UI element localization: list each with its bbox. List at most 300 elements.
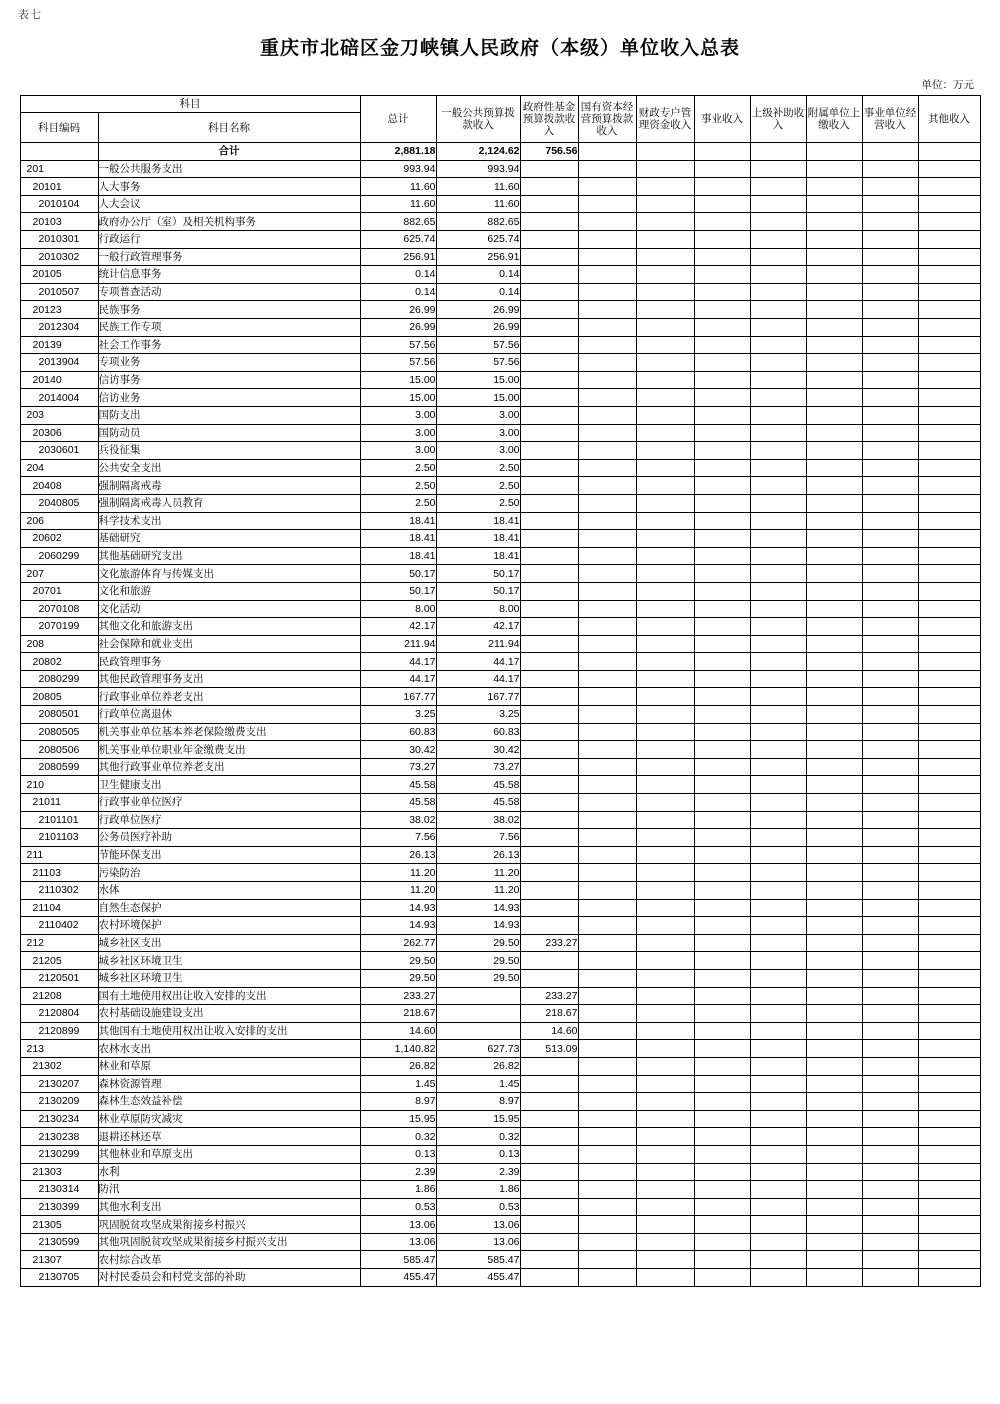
row-code: 2070108	[20, 600, 98, 618]
row-value-3	[578, 618, 636, 636]
table-row	[20, 1216, 980, 1234]
row-value-6	[750, 178, 806, 196]
row-value-4	[636, 987, 694, 1005]
row-code: 2080506	[20, 741, 98, 759]
row-name: 农林水支出	[98, 1040, 360, 1058]
row-value-8	[862, 1163, 918, 1181]
row-value-5	[694, 582, 750, 600]
row-name: 森林资源管理	[98, 1075, 360, 1093]
row-value-4	[636, 741, 694, 759]
row-value-4	[636, 653, 694, 671]
row-value-6	[750, 952, 806, 970]
row-value-6	[750, 582, 806, 600]
row-value-5	[694, 864, 750, 882]
row-value-9	[918, 688, 980, 706]
row-value-0: 15.00	[360, 371, 436, 389]
row-value-2	[520, 1145, 578, 1163]
row-value-3	[578, 283, 636, 301]
row-value-7	[806, 811, 862, 829]
row-value-5	[694, 494, 750, 512]
row-name: 其他国有土地使用权出让收入安排的支出	[98, 1022, 360, 1040]
row-value-5	[694, 530, 750, 548]
row-value-2	[520, 1216, 578, 1234]
row-value-4	[636, 582, 694, 600]
row-value-3	[578, 864, 636, 882]
row-value-8	[862, 706, 918, 724]
row-value-6	[750, 336, 806, 354]
row-value-0: 0.32	[360, 1128, 436, 1146]
row-value-0: 882.65	[360, 213, 436, 231]
row-name: 国防动员	[98, 424, 360, 442]
row-value-9	[918, 917, 980, 935]
row-code: 2101101	[20, 811, 98, 829]
row-value-8	[862, 547, 918, 565]
row-value-1: 26.13	[436, 846, 520, 864]
header-code: 科目编码	[20, 113, 98, 143]
row-value-4	[636, 283, 694, 301]
row-value-6	[750, 283, 806, 301]
row-value-0: 1.45	[360, 1075, 436, 1093]
row-value-7	[806, 354, 862, 372]
row-value-6	[750, 459, 806, 477]
row-value-2	[520, 1075, 578, 1093]
row-value-3	[578, 1110, 636, 1128]
row-value-2	[520, 248, 578, 266]
row-value-8	[862, 1233, 918, 1251]
row-value-6	[750, 160, 806, 178]
row-value-5	[694, 1128, 750, 1146]
row-value-8	[862, 301, 918, 319]
row-value-7	[806, 987, 862, 1005]
row-value-7	[806, 1128, 862, 1146]
row-code: 2130705	[20, 1269, 98, 1287]
row-value-6	[750, 1145, 806, 1163]
row-value-4	[636, 143, 694, 161]
table-row	[20, 477, 980, 495]
row-value-4	[636, 477, 694, 495]
row-value-1: 585.47	[436, 1251, 520, 1269]
row-value-4	[636, 1251, 694, 1269]
row-value-8	[862, 530, 918, 548]
row-value-1: 29.50	[436, 952, 520, 970]
row-value-0: 15.95	[360, 1110, 436, 1128]
row-name: 其他民政管理事务支出	[98, 670, 360, 688]
row-value-0: 262.77	[360, 934, 436, 952]
row-value-9	[918, 794, 980, 812]
row-value-9	[918, 582, 980, 600]
row-value-0: 625.74	[360, 231, 436, 249]
row-value-0: 26.13	[360, 846, 436, 864]
row-value-0: 50.17	[360, 582, 436, 600]
row-value-0: 14.93	[360, 899, 436, 917]
row-value-1: 3.00	[436, 424, 520, 442]
table-row	[20, 1198, 980, 1216]
row-name: 林业草原防灾减灾	[98, 1110, 360, 1128]
row-value-9	[918, 1216, 980, 1234]
row-name: 城乡社区支出	[98, 934, 360, 952]
row-value-0: 26.82	[360, 1057, 436, 1075]
table-row	[20, 301, 980, 319]
row-value-1: 3.25	[436, 706, 520, 724]
row-value-7	[806, 1198, 862, 1216]
row-value-3	[578, 389, 636, 407]
row-value-2	[520, 618, 578, 636]
row-code: 208	[20, 635, 98, 653]
row-value-1	[436, 987, 520, 1005]
row-value-2	[520, 266, 578, 284]
row-value-8	[862, 1145, 918, 1163]
row-value-9	[918, 864, 980, 882]
table-row	[20, 1075, 980, 1093]
row-value-7	[806, 1005, 862, 1023]
row-value-0: 218.67	[360, 1005, 436, 1023]
row-name: 专项业务	[98, 354, 360, 372]
row-value-3	[578, 1040, 636, 1058]
row-value-3	[578, 794, 636, 812]
row-value-5	[694, 1093, 750, 1111]
row-value-8	[862, 319, 918, 337]
row-value-6	[750, 354, 806, 372]
table-row	[20, 248, 980, 266]
row-value-6	[750, 1163, 806, 1181]
row-name: 强制隔离戒毒人员教育	[98, 494, 360, 512]
row-value-3	[578, 565, 636, 583]
row-value-4	[636, 231, 694, 249]
row-value-5	[694, 459, 750, 477]
row-value-2: 14.60	[520, 1022, 578, 1040]
row-value-5	[694, 934, 750, 952]
row-value-7	[806, 266, 862, 284]
row-value-4	[636, 354, 694, 372]
row-value-6	[750, 442, 806, 460]
row-value-2	[520, 1128, 578, 1146]
table-row	[20, 424, 980, 442]
row-value-1: 211.94	[436, 635, 520, 653]
row-code: 21208	[20, 987, 98, 1005]
row-value-8	[862, 494, 918, 512]
row-name: 统计信息事务	[98, 266, 360, 284]
row-code: 21103	[20, 864, 98, 882]
row-code: 21305	[20, 1216, 98, 1234]
row-value-5	[694, 1057, 750, 1075]
row-value-5	[694, 266, 750, 284]
row-value-7	[806, 1216, 862, 1234]
row-value-9	[918, 143, 980, 161]
row-value-8	[862, 794, 918, 812]
row-value-3	[578, 248, 636, 266]
row-value-1: 3.00	[436, 442, 520, 460]
row-value-8	[862, 899, 918, 917]
row-value-5	[694, 1005, 750, 1023]
row-value-9	[918, 442, 980, 460]
row-value-2	[520, 653, 578, 671]
row-value-3	[578, 1057, 636, 1075]
table-row	[20, 600, 980, 618]
row-value-0: 73.27	[360, 758, 436, 776]
row-value-9	[918, 846, 980, 864]
row-value-5	[694, 477, 750, 495]
header-col-0: 总计	[360, 96, 436, 143]
row-code: 2080505	[20, 723, 98, 741]
header-col-4: 财政专户管理资金收入	[636, 96, 694, 143]
row-value-8	[862, 406, 918, 424]
row-value-9	[918, 618, 980, 636]
row-value-9	[918, 776, 980, 794]
row-value-7	[806, 688, 862, 706]
table-row	[20, 143, 980, 161]
row-value-7	[806, 600, 862, 618]
row-value-1: 50.17	[436, 565, 520, 583]
row-value-9	[918, 354, 980, 372]
row-value-0: 1,140.82	[360, 1040, 436, 1058]
table-row	[20, 1163, 980, 1181]
row-value-3	[578, 969, 636, 987]
row-value-2	[520, 829, 578, 847]
row-code: 20408	[20, 477, 98, 495]
row-value-2	[520, 1093, 578, 1111]
row-value-6	[750, 794, 806, 812]
row-value-8	[862, 389, 918, 407]
row-value-5	[694, 1198, 750, 1216]
row-value-5	[694, 829, 750, 847]
row-code: 2130238	[20, 1128, 98, 1146]
row-value-0: 256.91	[360, 248, 436, 266]
table-row	[20, 565, 980, 583]
row-value-4	[636, 1198, 694, 1216]
row-value-2	[520, 917, 578, 935]
row-code: 2130234	[20, 1110, 98, 1128]
row-value-3	[578, 178, 636, 196]
row-value-0: 45.58	[360, 776, 436, 794]
row-value-3	[578, 758, 636, 776]
row-value-5	[694, 688, 750, 706]
row-value-3	[578, 459, 636, 477]
row-code: 21303	[20, 1163, 98, 1181]
row-value-0: 11.60	[360, 195, 436, 213]
row-value-8	[862, 969, 918, 987]
row-value-7	[806, 336, 862, 354]
row-value-7	[806, 969, 862, 987]
row-value-4	[636, 1093, 694, 1111]
row-value-7	[806, 178, 862, 196]
header-subject-group: 科目	[20, 96, 360, 113]
row-code: 20306	[20, 424, 98, 442]
row-value-4	[636, 406, 694, 424]
table-row	[20, 987, 980, 1005]
row-value-7	[806, 459, 862, 477]
row-value-6	[750, 530, 806, 548]
row-value-9	[918, 670, 980, 688]
row-value-8	[862, 864, 918, 882]
table-row	[20, 213, 980, 231]
row-value-2: 233.27	[520, 987, 578, 1005]
row-name: 行政运行	[98, 231, 360, 249]
row-value-4	[636, 1163, 694, 1181]
row-value-8	[862, 600, 918, 618]
row-code: 20602	[20, 530, 98, 548]
row-value-7	[806, 319, 862, 337]
row-value-6	[750, 741, 806, 759]
table-row	[20, 459, 980, 477]
row-value-3	[578, 670, 636, 688]
row-value-7	[806, 494, 862, 512]
table-row	[20, 1128, 980, 1146]
row-code: 20123	[20, 301, 98, 319]
table-row	[20, 706, 980, 724]
row-value-9	[918, 178, 980, 196]
row-value-5	[694, 882, 750, 900]
row-value-4	[636, 829, 694, 847]
row-code: 20105	[20, 266, 98, 284]
row-value-1: 8.00	[436, 600, 520, 618]
row-code: 2080599	[20, 758, 98, 776]
row-value-4	[636, 160, 694, 178]
row-value-1: 44.17	[436, 653, 520, 671]
row-value-7	[806, 899, 862, 917]
row-value-8	[862, 1057, 918, 1075]
row-name: 节能环保支出	[98, 846, 360, 864]
row-value-1: 11.60	[436, 178, 520, 196]
row-value-4	[636, 899, 694, 917]
row-value-5	[694, 776, 750, 794]
table-row	[20, 1233, 980, 1251]
row-value-1: 11.60	[436, 195, 520, 213]
row-value-3	[578, 371, 636, 389]
row-value-8	[862, 987, 918, 1005]
row-value-0: 15.00	[360, 389, 436, 407]
row-value-0: 26.99	[360, 301, 436, 319]
row-value-2	[520, 442, 578, 460]
row-value-9	[918, 1075, 980, 1093]
row-value-9	[918, 336, 980, 354]
row-value-7	[806, 231, 862, 249]
row-code: 2010507	[20, 283, 98, 301]
row-code: 211	[20, 846, 98, 864]
row-value-4	[636, 794, 694, 812]
row-value-8	[862, 1269, 918, 1287]
row-value-1: 26.82	[436, 1057, 520, 1075]
row-value-1: 73.27	[436, 758, 520, 776]
row-value-0: 26.99	[360, 319, 436, 337]
row-value-2	[520, 336, 578, 354]
row-value-7	[806, 406, 862, 424]
table-row	[20, 1093, 980, 1111]
row-code: 2120899	[20, 1022, 98, 1040]
header-col-6: 上级补助收入	[750, 96, 806, 143]
row-code: 2030601	[20, 442, 98, 460]
row-value-4	[636, 952, 694, 970]
row-value-5	[694, 389, 750, 407]
row-value-3	[578, 1269, 636, 1287]
row-value-5	[694, 231, 750, 249]
row-code: 2080299	[20, 670, 98, 688]
row-value-9	[918, 266, 980, 284]
row-value-0: 455.47	[360, 1269, 436, 1287]
row-name: 其他林业和草原支出	[98, 1145, 360, 1163]
row-value-9	[918, 389, 980, 407]
row-value-7	[806, 1022, 862, 1040]
row-value-8	[862, 1251, 918, 1269]
row-value-3	[578, 1251, 636, 1269]
row-value-4	[636, 618, 694, 636]
row-value-2	[520, 319, 578, 337]
row-value-3	[578, 829, 636, 847]
row-value-1: 0.14	[436, 283, 520, 301]
row-value-6	[750, 1216, 806, 1234]
row-value-1: 18.41	[436, 530, 520, 548]
row-value-5	[694, 1145, 750, 1163]
row-value-0: 2,881.18	[360, 143, 436, 161]
table-row	[20, 723, 980, 741]
row-value-9	[918, 934, 980, 952]
row-code: 21205	[20, 952, 98, 970]
row-name: 机关事业单位基本养老保险缴费支出	[98, 723, 360, 741]
row-value-7	[806, 1057, 862, 1075]
row-value-0: 3.00	[360, 406, 436, 424]
row-value-2	[520, 178, 578, 196]
row-value-1: 26.99	[436, 301, 520, 319]
row-code: 20805	[20, 688, 98, 706]
row-value-0: 1.86	[360, 1181, 436, 1199]
row-value-2	[520, 565, 578, 583]
row-value-2	[520, 424, 578, 442]
row-value-1: 18.41	[436, 547, 520, 565]
row-code: 21307	[20, 1251, 98, 1269]
row-value-1: 44.17	[436, 670, 520, 688]
table-row	[20, 354, 980, 372]
row-value-9	[918, 1040, 980, 1058]
row-value-1: 29.50	[436, 969, 520, 987]
row-value-3	[578, 530, 636, 548]
row-value-9	[918, 1005, 980, 1023]
row-value-3	[578, 600, 636, 618]
row-value-7	[806, 143, 862, 161]
row-value-7	[806, 758, 862, 776]
row-value-6	[750, 195, 806, 213]
row-value-7	[806, 1093, 862, 1111]
row-value-5	[694, 653, 750, 671]
row-value-5	[694, 301, 750, 319]
row-value-2	[520, 160, 578, 178]
table-body	[20, 143, 980, 1287]
row-value-7	[806, 371, 862, 389]
row-value-3	[578, 213, 636, 231]
row-value-2	[520, 1181, 578, 1199]
row-value-1: 2,124.62	[436, 143, 520, 161]
row-value-3	[578, 1198, 636, 1216]
row-value-6	[750, 1198, 806, 1216]
row-value-9	[918, 459, 980, 477]
row-value-1: 50.17	[436, 582, 520, 600]
row-value-9	[918, 969, 980, 987]
row-name: 行政事业单位养老支出	[98, 688, 360, 706]
row-value-3	[578, 776, 636, 794]
row-value-6	[750, 882, 806, 900]
row-name: 民政管理事务	[98, 653, 360, 671]
row-value-4	[636, 1040, 694, 1058]
row-value-8	[862, 1181, 918, 1199]
table-row	[20, 442, 980, 460]
row-value-4	[636, 424, 694, 442]
header-col-1: 一般公共预算拨款收入	[436, 96, 520, 143]
row-value-9	[918, 371, 980, 389]
row-value-0: 30.42	[360, 741, 436, 759]
row-value-0: 11.20	[360, 882, 436, 900]
row-value-3	[578, 547, 636, 565]
row-value-5	[694, 952, 750, 970]
row-value-2	[520, 477, 578, 495]
table-row	[20, 512, 980, 530]
